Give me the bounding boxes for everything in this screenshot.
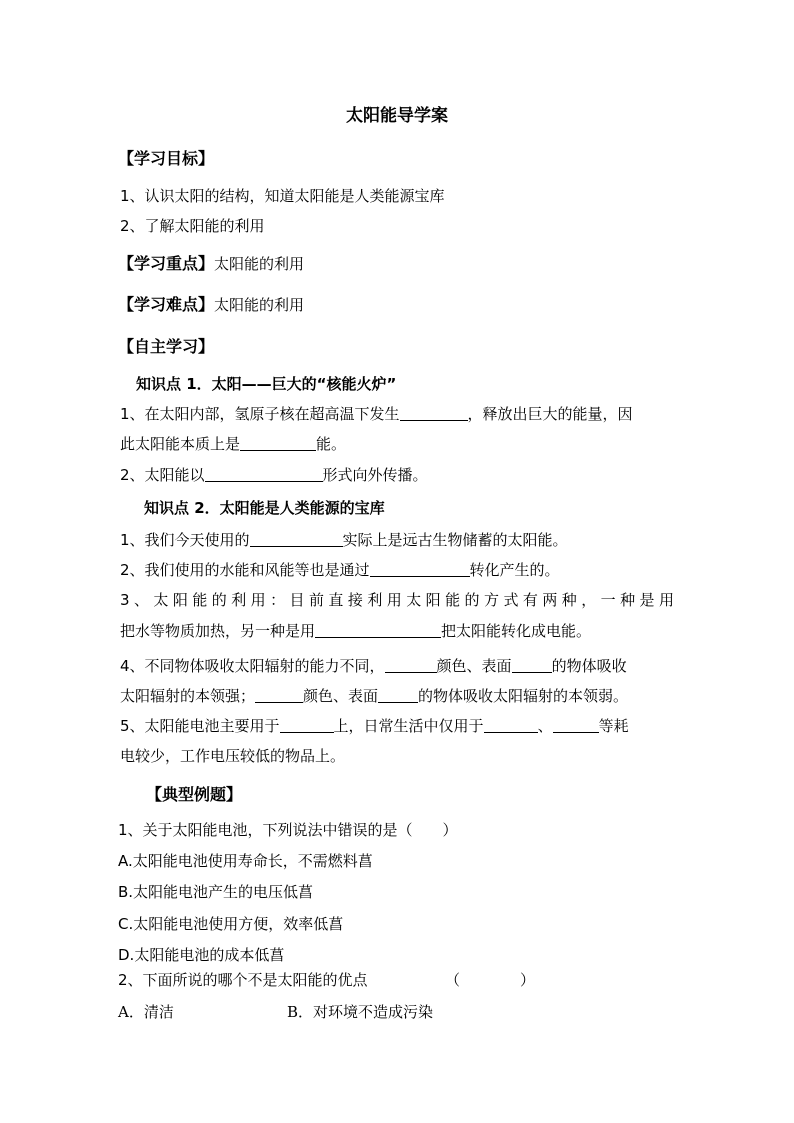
answer-blank[interactable] bbox=[553, 717, 599, 733]
objective-item: 2、了解太阳能的利用 bbox=[120, 217, 265, 235]
example-2-stem: 2、下面所说的哪个不是太阳能的优点 bbox=[118, 971, 368, 989]
kp1-question-2: 2、太阳能以 形式向外传播。 bbox=[120, 466, 428, 484]
difficulty-text: 太阳能的利用 bbox=[214, 296, 305, 314]
answer-blank[interactable] bbox=[370, 561, 470, 577]
answer-blank[interactable] bbox=[400, 405, 468, 421]
difficulty-line bbox=[118, 295, 304, 315]
answer-blank[interactable] bbox=[255, 687, 303, 703]
kp2-question-4-line1: 4、不同物体吸收太阳辐射的能力不同， 颜色、表面 的物体吸收 bbox=[120, 657, 627, 675]
kp2-question-1: 1、我们今天使用的 实际上是远古生物储蓄的太阳能。 bbox=[120, 531, 568, 549]
kp2-question-5-line1: 5、太阳能电池主要用于 上，日常生活中仅用于 、 等耗 bbox=[120, 717, 629, 735]
self-study-heading: 【自主学习】 bbox=[118, 337, 215, 356]
page-title: 太阳能导学案 bbox=[346, 106, 448, 126]
examples-heading: 【典型例题】 bbox=[146, 785, 243, 804]
example-2-option-b: B．对环境不造成污染 bbox=[287, 1003, 434, 1021]
example-2-answer-paren: （ ） bbox=[445, 971, 536, 989]
answer-blank[interactable] bbox=[280, 717, 334, 733]
answer-blank[interactable] bbox=[240, 435, 316, 451]
answer-blank[interactable] bbox=[205, 466, 323, 482]
key-point-heading: 【学习重点】 bbox=[118, 254, 215, 273]
kp2-question-3-line1: 3、太阳能的利用：目前直接利用太阳能的方式有两种，一种是用 bbox=[120, 591, 674, 609]
answer-blank[interactable] bbox=[512, 657, 552, 673]
key-point-text: 太阳能的利用 bbox=[214, 255, 305, 273]
objectives-heading: 【学习目标】 bbox=[118, 149, 215, 168]
answer-blank[interactable] bbox=[315, 622, 441, 638]
example-1-stem: 1、关于太阳能电池，下列说法中错误的是（ ） bbox=[118, 821, 458, 839]
answer-blank[interactable] bbox=[378, 687, 418, 703]
objective-item: 1、认识太阳的结构，知道太阳能是人类能源宝库 bbox=[120, 187, 445, 205]
kp2-question-4-line2: 太阳辐射的本领强； 颜色、表面 的物体吸收太阳辐射的本领弱。 bbox=[120, 687, 629, 705]
kp1-question-1-line1: 1、在太阳内部，氢原子核在超高温下发生 ，释放出巨大的能量，因 bbox=[120, 405, 633, 423]
kp1-question-1-line2: 此太阳能本质上是 能。 bbox=[120, 435, 347, 453]
knowledge-point-1-title: 知识点 1．太阳——巨大的“核能火炉” bbox=[136, 375, 397, 393]
example-1-option-a: A.太阳能电池使用寿命长，不需燃料菖 bbox=[118, 852, 373, 870]
kp2-question-3-line2: 把水等物质加热，另一种是用 把太阳能转化成电能。 bbox=[120, 622, 592, 640]
answer-blank[interactable] bbox=[250, 531, 343, 547]
knowledge-point-2-title: 知识点 2．太阳能是人类能源的宝库 bbox=[144, 499, 385, 517]
key-point-line bbox=[118, 254, 304, 274]
example-1-option-d: D.太阳能电池的成本低菖 bbox=[118, 946, 285, 964]
kp2-question-2: 2、我们使用的水能和风能等也是通过 转化产生的。 bbox=[120, 561, 560, 579]
answer-blank[interactable] bbox=[484, 717, 538, 733]
difficulty-heading: 【学习难点】 bbox=[118, 295, 215, 314]
kp2-question-5-line2: 电较少，工作电压较低的物品上。 bbox=[120, 747, 346, 765]
example-1-option-b: B.太阳能电池产生的电压低菖 bbox=[118, 883, 314, 901]
example-1-option-c: C.太阳能电池使用方便，效率低菖 bbox=[118, 915, 344, 933]
answer-blank[interactable] bbox=[385, 657, 437, 673]
example-2-option-a: A．清洁 bbox=[118, 1003, 174, 1021]
